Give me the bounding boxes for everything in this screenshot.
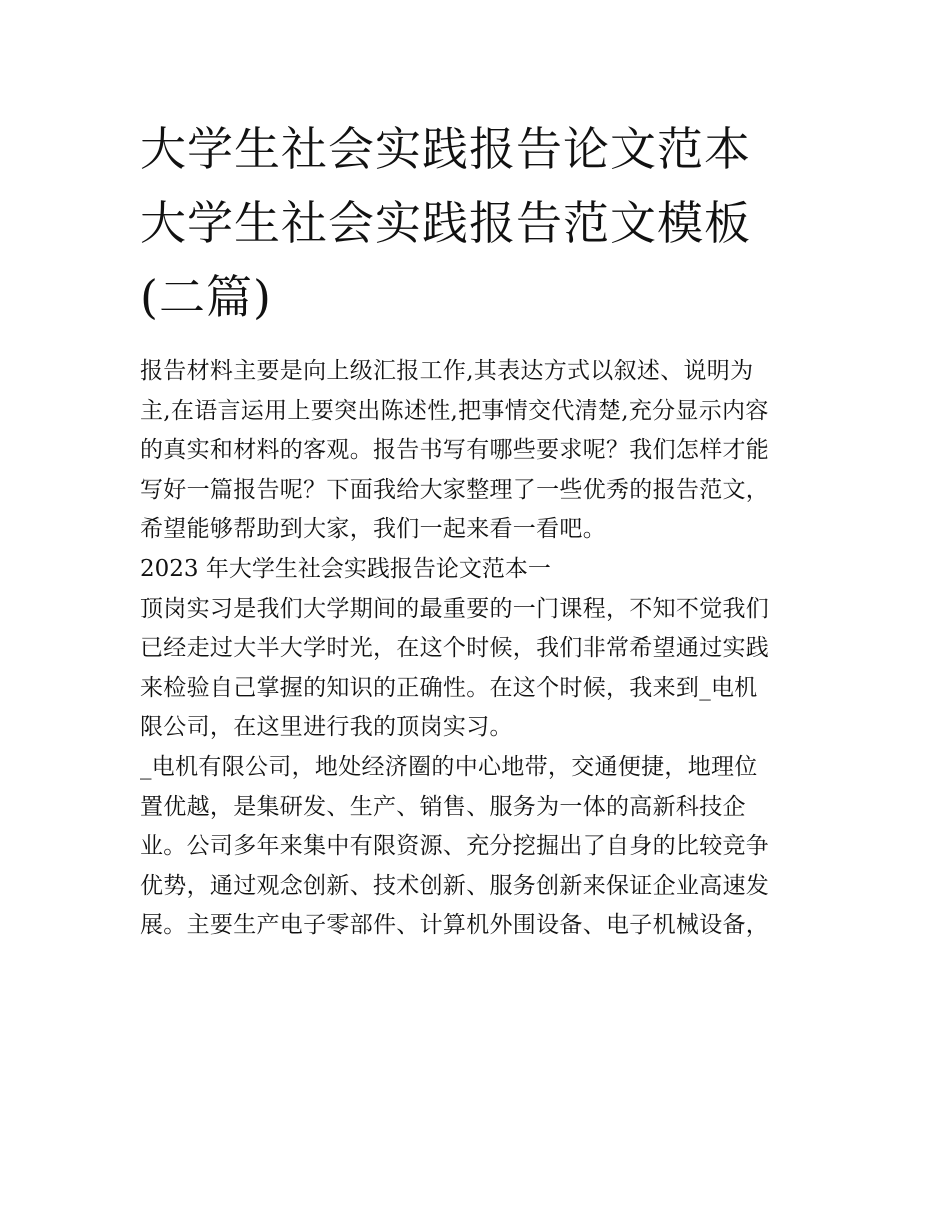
paragraph1-line-3: 来检验自己掌握的知识的正确性。在这个时候，我来到_电机	[140, 674, 758, 701]
intro-line-3: 的真实和材料的客观。报告书写有哪些要求呢？我们怎样才能	[140, 437, 770, 464]
intro-paragraph	[140, 352, 820, 550]
paragraph1-line-4: 限公司，在这里进行我的顶岗实习。	[140, 714, 513, 741]
paragraph1-line-2: 已经走过大半大学时光，在这个时候，我们非常希望通过实践	[140, 635, 770, 662]
paragraph2-line-4: 优势，通过观念创新、技术创新、服务创新来保证企业高速发	[140, 872, 770, 899]
title-line-1: 大学生社会实践报告论文范本	[140, 122, 751, 176]
section-heading: 2023 年大学生社会实践报告论文范本一	[140, 555, 551, 582]
body-paragraph-2	[140, 748, 820, 946]
title-line-3: (二篇)	[140, 270, 272, 324]
paragraph1-line-1: 顶岗实习是我们大学期间的最重要的一门课程，不知不觉我们	[140, 595, 770, 622]
paragraph2-line-3: 业。公司多年来集中有限资源、充分挖掘出了自身的比较竞争	[140, 833, 770, 860]
document-title	[140, 112, 820, 334]
body-paragraph-1	[140, 590, 820, 748]
intro-line-1: 报告材料主要是向上级汇报工作,其表达方式以叙述、说明为	[140, 358, 754, 384]
paragraph2-line-2: 置优越，是集研发、生产、销售、服务为一体的高新科技企	[140, 793, 746, 820]
intro-line-4: 写好一篇报告呢？下面我给大家整理了一些优秀的报告范文，	[140, 476, 770, 503]
title-line-2: 大学生社会实践报告范文模板	[140, 196, 751, 250]
intro-line-5: 希望能够帮助到大家，我们一起来看一看吧。	[140, 516, 606, 543]
paragraph2-line-5: 展。主要生产电子零部件、计算机外围设备、电子机械设备，	[140, 912, 770, 939]
document-page	[140, 112, 820, 946]
paragraph2-line-1: _电机有限公司，地处经济圈的中心地带，交通便捷，地理位	[140, 753, 758, 780]
intro-line-2: 主,在语言运用上要突出陈述性,把事情交代清楚,充分显示内容	[140, 397, 769, 424]
